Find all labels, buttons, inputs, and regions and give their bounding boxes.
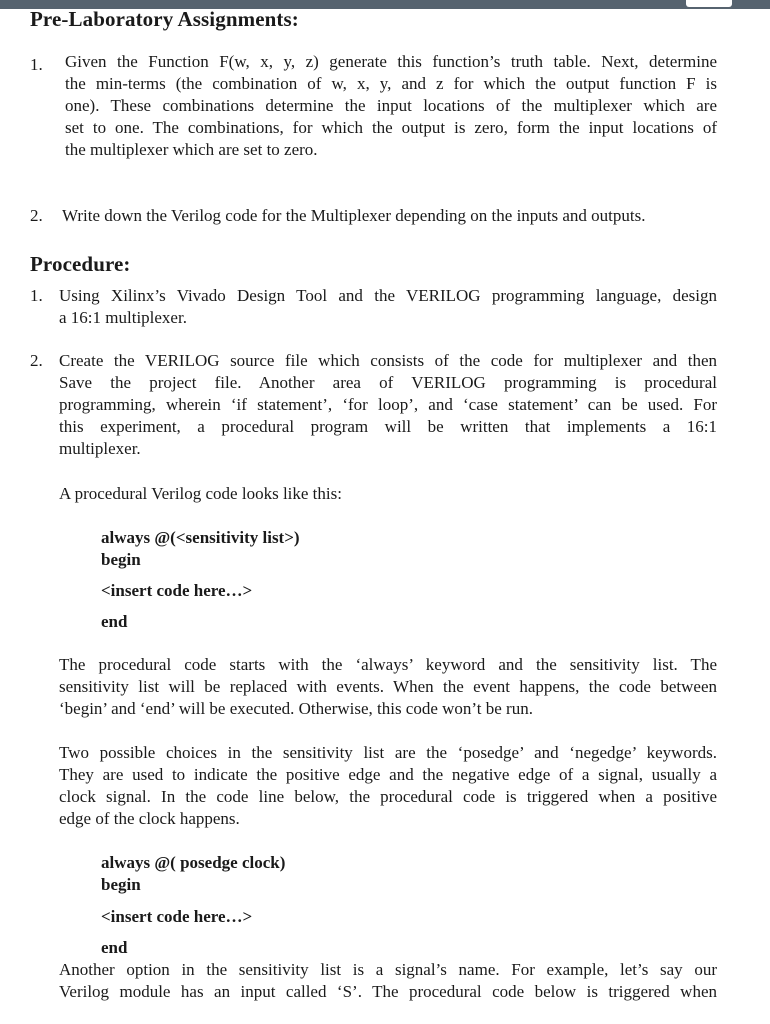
code-begin-line: begin xyxy=(101,875,141,894)
procedural-code-intro xyxy=(59,483,717,505)
text-line: ‘begin’ and ‘end’ will be executed. Otherwise, this code won’t be run. xyxy=(59,699,533,718)
text-line: Using Xilinx’s Vivado Design Tool and the VERILOG programming language, design xyxy=(59,286,717,305)
code-end-line: end xyxy=(101,612,128,631)
text-line: They are used to indicate the positive edge and the negative edge of a signal, usually a xyxy=(59,765,717,784)
procedure-step-2-number: 2. xyxy=(30,351,43,370)
pre-lab-heading: Pre-Laboratory Assignments: xyxy=(30,7,299,31)
text-line: multiplexer. xyxy=(59,439,141,458)
text-line: clock signal. In the code line below, the procedural code is triggered when a positive xyxy=(59,787,717,806)
code-insert-line: <insert code here…> xyxy=(101,581,253,600)
text-line: programming, wherein ‘if statement’, ‘for loop’, and ‘case statement’ can be used. For xyxy=(59,395,717,414)
code-end-line: end xyxy=(101,938,128,957)
text-line: Verilog module has an input called ‘S’. The procedural code below is triggered when xyxy=(59,982,717,1001)
pre-lab-item-1-text xyxy=(65,51,717,161)
signal-name-paragraph xyxy=(59,959,717,1003)
text-line: edge of the clock happens. xyxy=(59,809,240,828)
pre-lab-item-1-number: 1. xyxy=(30,55,43,74)
code-always-posedge-line: always @( posedge clock) xyxy=(101,853,286,872)
procedure-step-1-text xyxy=(59,285,717,329)
pre-lab-item-2-text xyxy=(62,205,722,227)
procedure-step-2-text xyxy=(59,350,717,460)
edge-keywords-paragraph xyxy=(59,742,717,830)
text-line: Save the project file. Another area of VERILOG programming is procedural xyxy=(59,373,717,392)
code-insert-line: <insert code here…> xyxy=(101,907,253,926)
text-line: Given the Function F(w, x, y, z) generate this function’s truth table. Next, determine xyxy=(65,52,717,71)
pre-lab-item-2-number: 2. xyxy=(30,206,43,225)
text-line: The procedural code starts with the ‘always’ keyword and the sensitivity list. The xyxy=(59,655,717,674)
text-line: Another option in the sensitivity list is a signal’s name. For example, let’s say our xyxy=(59,960,717,979)
code-begin-line: begin xyxy=(101,550,141,569)
code-always-line: always @(<sensitivity list>) xyxy=(101,528,300,547)
text-line: set to one. The combinations, for which the output is zero, form the input locations of xyxy=(65,118,717,137)
procedure-heading: Procedure: xyxy=(30,252,131,276)
text-line: the min-terms (the combination of w, x, y, and z for which the output function F is xyxy=(65,74,717,93)
sensitivity-list-paragraph xyxy=(59,654,717,720)
text-line: Create the VERILOG source file which consists of the code for multiplexer and then xyxy=(59,351,717,370)
text-line: this experiment, a procedural program will be written that implements a 16:1 xyxy=(59,417,717,436)
text-line: Write down the Verilog code for the Multiplexer depending on the inputs and outputs. xyxy=(62,206,646,225)
text-line: A procedural Verilog code looks like this: xyxy=(59,484,342,503)
text-line: one). These combinations determine the input locations of the multiplexer which are xyxy=(65,96,717,115)
procedure-step-1-number: 1. xyxy=(30,286,43,305)
text-line: sensitivity list will be replaced with events. When the event happens, the code between xyxy=(59,677,717,696)
text-line: a 16:1 multiplexer. xyxy=(59,308,187,327)
text-line: the multiplexer which are set to zero. xyxy=(65,140,318,159)
text-line: Two possible choices in the sensitivity list are the ‘posedge’ and ‘negedge’ keywords. xyxy=(59,743,717,762)
